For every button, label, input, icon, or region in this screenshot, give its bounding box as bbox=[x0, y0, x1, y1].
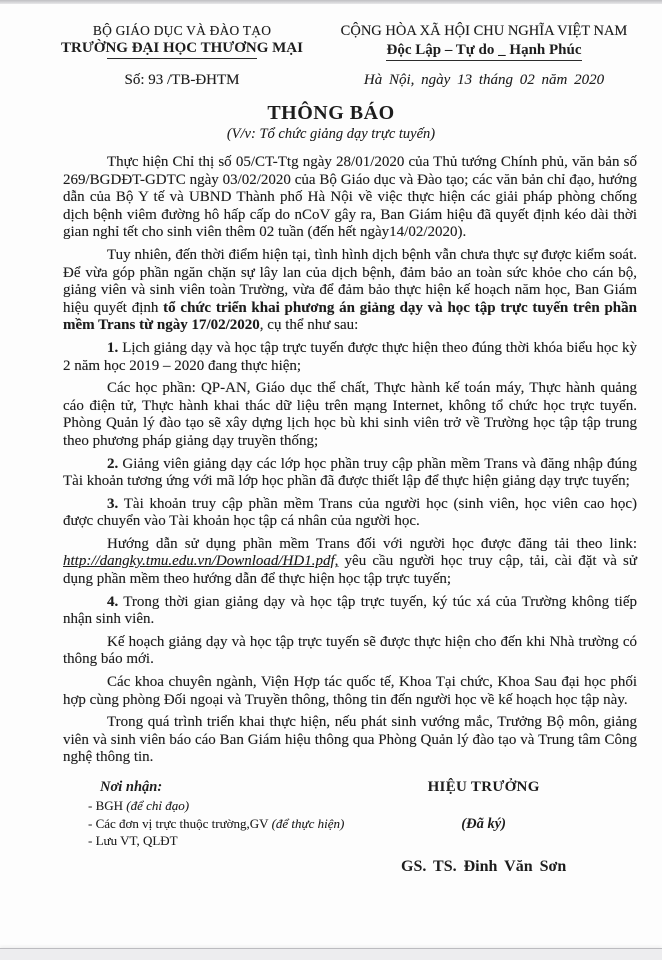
paragraph-guide-text: Hướng dẫn sử dụng phần mềm Trans đối với người học được đăng tải theo link: bbox=[107, 535, 637, 552]
letterhead-right bbox=[336, 23, 662, 61]
recipient-item bbox=[88, 816, 367, 832]
document-number: Số: 93 /TB-ĐHTM bbox=[124, 72, 240, 88]
item-1-number: 1. bbox=[107, 339, 119, 356]
item-3-text: Tài khoản truy cập phần mềm Trans của người học (sinh viên, học viên cao học) được chuyển vào Tài khoản học tập cá nhân của người học. bbox=[63, 495, 637, 530]
download-link-text: http://dangky.tmu.edu.vn/Download/HD1.pdf, bbox=[63, 553, 339, 570]
recipient-2-text: - Các đơn vị trực thuộc trường,GV bbox=[88, 815, 272, 831]
date-line: Hà Nội, ngày 13 tháng 02 năm 2020 bbox=[363, 72, 605, 88]
paragraph-2-text: Tuy nhiên, đến thời điểm hiện tại, tình hình dịch bệnh vẫn chưa thực sự được kiểm soát. Để vừa góp phần ngăn chặn sự lây lan của dịch bệnh, đảm bảo an toàn sức khỏe cho cán bộ, giảng viên và sinh viên toàn Trường, vừa để đảm bảo thực hiện kế hoạch năm học, Ban Giám hiệu quyết định bbox=[63, 246, 637, 316]
document-title: THÔNG BÁO bbox=[267, 102, 395, 124]
paragraph-plan bbox=[63, 634, 637, 669]
item-2 bbox=[63, 456, 637, 491]
paragraph-1 bbox=[63, 154, 637, 242]
signer-title: HIỆU TRƯỞNG bbox=[427, 779, 540, 795]
paragraph-guide-tail: yêu cầu người học truy cập, tải, cài đặt và sử dụng phần mềm theo hướng dẫn để thực hiện học tập trực tuyến; bbox=[63, 553, 637, 588]
letterhead bbox=[0, 0, 662, 61]
letterhead-rule bbox=[107, 58, 257, 59]
photo-edge-top bbox=[0, 0, 662, 4]
item-2-text: Giảng viên giảng dạy các lớp học phần truy cập phần mềm Trans và đăng nhập đúng Tài khoản tương ứng với mã lớp học phần đã được thiết lập để thực hiện giảng dạy trực tuyến; bbox=[63, 455, 637, 490]
signed-note: (Đã ký) bbox=[461, 816, 506, 832]
recipient-3-text: - Lưu VT, QLĐT bbox=[88, 833, 178, 848]
ministry-name: BỘ GIÁO DỤC VÀ ĐÀO TẠO bbox=[92, 23, 272, 38]
paragraph-courses-text: Các học phần: QP-AN, Giáo dục thể chất, Thực hành kế toán máy, Thực hành quảng cáo điện tử, Thực hành khai thác dữ liệu trên mạng Internet, không tổ chức học trực tuyến. Phòng Quản lý đào tạo sẽ xây dựng lịch học bù khi sinh viên trở về Trường học tập tập trung theo phương pháp giảng dạy truyền thống; bbox=[63, 380, 637, 449]
paragraph-2-bold-text: tổ chức triển khai phương án giảng dạy và học tập trực tuyến trên phần mềm Trans từ ngày 17/02/2020 bbox=[63, 299, 637, 334]
recipient-1-text: - BGH bbox=[88, 798, 127, 813]
paragraph-plan-text: Kế hoạch giảng dạy và học tập trực tuyến sẽ được thực hiện cho đến khi Nhà trường có thông báo mới. bbox=[63, 633, 637, 668]
item-4-number: 4. bbox=[107, 593, 119, 610]
recipients-block bbox=[88, 779, 367, 876]
paragraph-contact bbox=[63, 714, 637, 767]
item-3 bbox=[63, 496, 637, 531]
paragraph-1-text: Thực hiện Chỉ thị số 05/CT-Ttg ngày 28/01/2020 của Thủ tướng Chính phủ, văn bản số 269/BGDĐT-GDTC ngày 03/02/2020 của Bộ Giáo dục và Đào tạo; các văn bản chỉ đạo, hướng dẫn của Bộ Y tế và UBND Thành phố Hà Nội về việc thực hiện các giải pháp phòng chống dịch bệnh viêm đường hô hấp cấp do nCoV gây ra, Ban Giám hiệu đã quyết định kéo dài thời gian nghỉ tết cho sinh viên thêm 02 tuần (đến hết ngày14/02/2020). bbox=[63, 154, 637, 241]
recipient-1-note: (để chỉ đạo) bbox=[126, 798, 190, 813]
paragraph-guide bbox=[63, 536, 637, 589]
item-4 bbox=[63, 594, 637, 629]
item-1-text: Lịch giảng dạy và học tập trực tuyến được thực hiện theo đúng thời khóa biểu học kỳ 2 năm học 2019 – 2020 đang thực hiện; bbox=[63, 339, 637, 374]
paragraph-2 bbox=[63, 247, 637, 335]
meta-row bbox=[0, 72, 662, 89]
item-3-number: 3. bbox=[107, 495, 119, 512]
recipient-2-note: (để thực hiện) bbox=[271, 815, 345, 831]
republic-line: CỘNG HÒA XÃ HỘI CHU NGHĨA VIỆT NAM bbox=[340, 23, 628, 39]
letterhead-left bbox=[0, 23, 336, 61]
paragraph-contact-text: Trong quá trình triển khai thực hiện, nếu phát sinh vướng mắc, Trưởng Bộ môn, giảng viên và sinh viên báo cáo Ban Giám hiệu thông qua Phòng Quản lý đào tạo và Trung tâm Công nghệ thông tin. bbox=[63, 714, 637, 766]
paragraph-faculties bbox=[63, 674, 637, 709]
item-4-text: Trong thời gian giảng dạy và học tập trực tuyến, ký túc xá của Trường không tiếp nhận sinh viên. bbox=[63, 593, 637, 628]
document-footer bbox=[0, 779, 662, 876]
recipient-item bbox=[88, 798, 367, 814]
document-subject: (V/v: Tổ chức giảng dạy trực tuyến) bbox=[226, 126, 436, 142]
signature-block bbox=[367, 779, 600, 876]
item-1 bbox=[63, 340, 637, 375]
university-name: TRƯỜNG ĐẠI HỌC THƯƠNG MẠI bbox=[61, 40, 303, 56]
paragraph-faculties-text: Các khoa chuyên ngành, Viện Hợp tác quốc tế, Khoa Tại chức, Khoa Sau đại học phối hợp cùng phòng Đối ngoại và Truyền thông, thông tin đến người học về kế hoạch học tập này. bbox=[63, 674, 637, 708]
item-2-number: 2. bbox=[107, 455, 119, 472]
motto-line: Độc Lập – Tự do _ Hạnh Phúc bbox=[386, 42, 581, 61]
signer-name: GS. TS. Đinh Văn Sơn bbox=[401, 858, 567, 875]
recipient-item bbox=[88, 833, 367, 849]
photo-edge-bottom bbox=[0, 948, 662, 960]
document-body bbox=[0, 143, 662, 767]
recipients-label: Nơi nhận: bbox=[100, 779, 163, 795]
paragraph-2-tail: , cụ thể như sau: bbox=[259, 317, 359, 334]
paragraph-courses bbox=[63, 380, 637, 450]
